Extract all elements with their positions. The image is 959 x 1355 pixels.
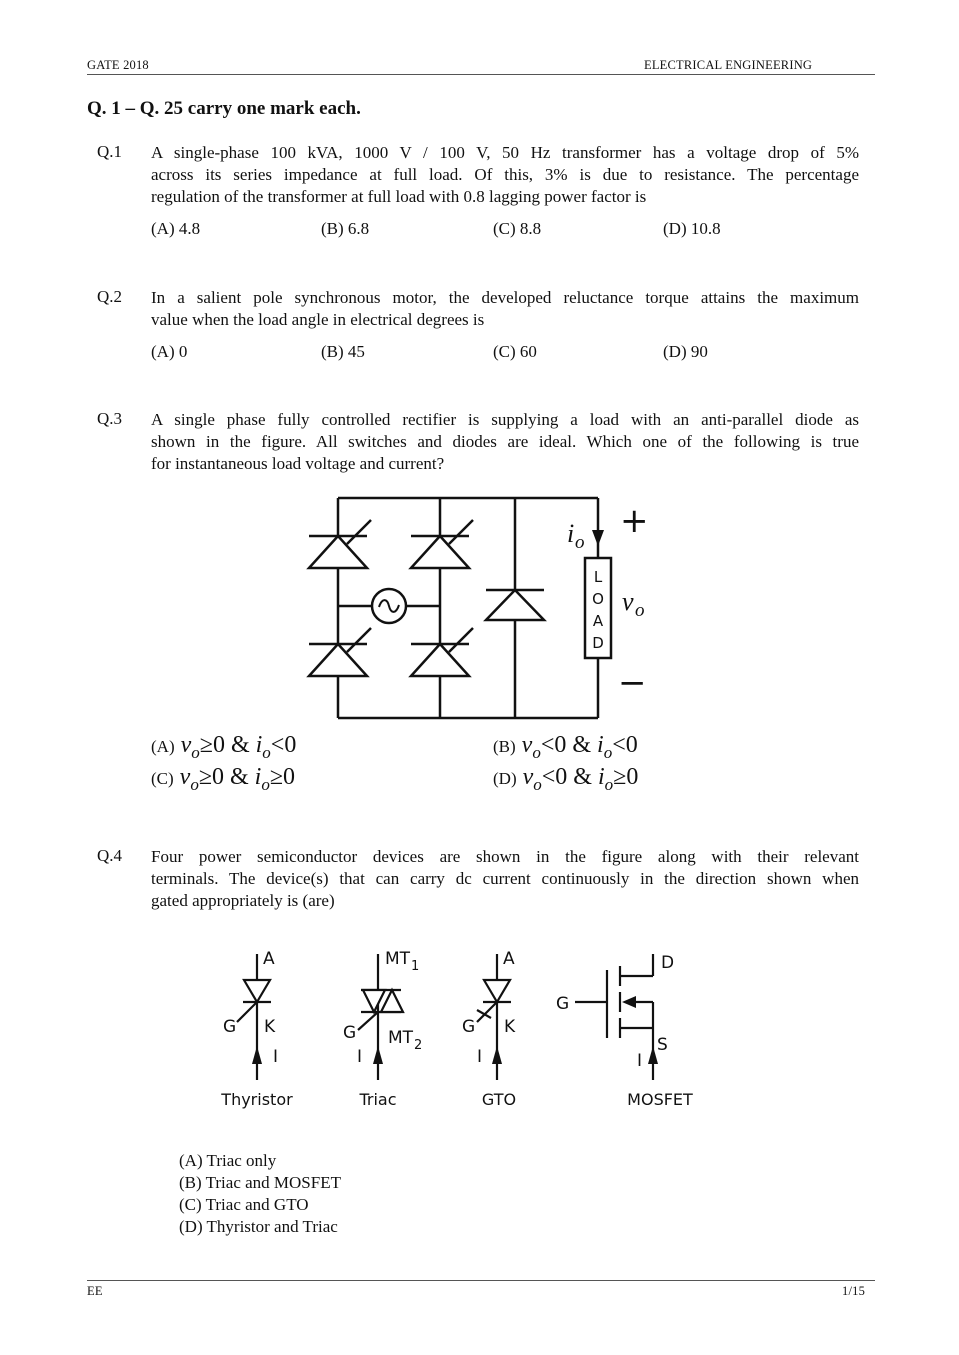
triac-mt1-subscript: 1: [411, 959, 420, 974]
plus-sign: +: [620, 501, 649, 541]
q2-option-c: (C) 60: [493, 342, 537, 361]
header-subject: ELECTRICAL ENGINEERING: [644, 58, 813, 72]
gto-symbol: [462, 949, 516, 1109]
q4-option-a: (A) Triac only: [179, 1151, 277, 1170]
q4-line-3: gated appropriately is (are): [151, 891, 335, 910]
header-rule: [87, 74, 875, 75]
footer-paper-code: EE: [87, 1284, 103, 1298]
q1-line-3: regulation of the transformer at full load with 0.8 lagging power factor is: [151, 187, 647, 206]
q3-rectifier-figure: [295, 490, 665, 730]
gto-name-label: GTO: [481, 1090, 517, 1109]
q3-option-d: [493, 764, 639, 794]
q3-option-a-rel1: ≥0 &: [199, 732, 250, 758]
q3-option-c-rel1: ≥0 &: [198, 764, 249, 790]
load-letter-d: D: [592, 634, 604, 652]
current-arrow-icon: [592, 530, 604, 546]
header-exam-name: GATE 2018: [87, 58, 149, 72]
q3-option-b-isub: o: [603, 743, 613, 762]
footer-rule: [87, 1280, 875, 1281]
q3-line-1: A single phase fully controlled rectifier is supplying a load with an anti-parallel diode as: [151, 410, 859, 429]
thyristor-anode-label: A: [263, 949, 275, 969]
thyristor-cathode-label: K: [264, 1017, 276, 1037]
thyristor-gate-label: G: [223, 1017, 237, 1037]
thyristor-name-label: Thyristor: [221, 1090, 293, 1109]
q1-number: Q.1: [97, 142, 123, 161]
load-letter-a: A: [592, 612, 604, 630]
q4-option-b: (B) Triac and MOSFET: [179, 1173, 341, 1192]
q2-line-1: In a salient pole synchronous motor, the developed reluctance torque attains the maximum: [151, 288, 859, 307]
gto-gate-label: G: [462, 1017, 476, 1037]
q3-line-3: for instantaneous load voltage and current?: [151, 454, 445, 473]
q2-line-2: value when the load angle in electrical degrees is: [151, 310, 485, 329]
q2-option-d: (D) 90: [663, 342, 708, 361]
q3-option-b-rel1: <0 &: [540, 732, 592, 758]
voltage-label: v: [622, 587, 634, 616]
q3-option-d-isub: o: [604, 775, 614, 794]
triac-name-label: Triac: [359, 1090, 397, 1109]
q2-number: Q.2: [97, 287, 123, 306]
mosfet-gate-label: G: [556, 994, 570, 1014]
q3-option-a-vsub: o: [191, 743, 200, 762]
q3-option-c-i: i: [254, 764, 262, 790]
thyristor-current-label: I: [273, 1047, 279, 1067]
q1-option-c: (C) 8.8: [493, 219, 542, 238]
q3-option-a-v: v: [180, 732, 192, 758]
q4-options: [179, 1150, 341, 1238]
q3-option-a-label: (A): [151, 737, 175, 756]
thyristor-symbol: [220, 949, 293, 1109]
voltage-label-subscript: o: [635, 600, 645, 621]
q4-number: Q.4: [97, 846, 123, 865]
q3-option-c: [151, 764, 296, 794]
thyristor-bottom-right: [411, 628, 473, 676]
current-label: i: [567, 519, 575, 548]
triac-symbol: [343, 949, 422, 1109]
minus-sign: −: [618, 663, 647, 703]
q3-number: Q.3: [97, 409, 123, 428]
q2-option-b: (B) 45: [321, 342, 365, 361]
q3-option-a-i: i: [255, 732, 263, 758]
q2-option-a: (A) 0: [151, 342, 188, 361]
q3-text: [151, 409, 859, 475]
triac-mt2-subscript: 2: [414, 1038, 423, 1053]
triac-gate-label: G: [343, 1023, 357, 1043]
thyristor-top-left: [309, 520, 371, 568]
q4-line-1: Four power semiconductor devices are shown in the figure along with their relevant: [151, 847, 859, 866]
mosfet-symbol: [556, 953, 693, 1109]
q4-devices-figure: [215, 940, 715, 1115]
q1-option-a: (A) 4.8: [151, 219, 201, 238]
mosfet-current-label: I: [637, 1051, 643, 1071]
q3-option-c-isub: o: [261, 775, 270, 794]
gto-cathode-label: K: [504, 1017, 516, 1037]
mosfet-source-label: S: [657, 1035, 668, 1055]
q2-text: [151, 287, 859, 331]
q3-line-2: shown in the figure. All switches and diodes are ideal. Which one of the following is true: [151, 432, 859, 451]
q3-option-d-i: i: [597, 764, 605, 790]
q1-option-d: (D) 10.8: [663, 219, 721, 238]
gto-anode-label: A: [503, 949, 515, 969]
load-letter-o: O: [592, 590, 604, 608]
q3-option-b-rel2: <0: [612, 732, 638, 758]
triac-mt2-label: MT: [388, 1028, 414, 1048]
q3-option-d-rel1: <0 &: [541, 764, 592, 790]
q3-option-b: [493, 732, 638, 762]
triac-mt1-label: MT: [385, 949, 411, 969]
current-label-subscript: o: [575, 532, 585, 553]
mosfet-name-label: MOSFET: [627, 1090, 693, 1109]
ac-source-icon: [372, 589, 406, 623]
q3-option-b-label: (B): [493, 737, 516, 756]
q3-option-d-rel2: ≥0: [613, 764, 639, 790]
q1-option-b: (B) 6.8: [321, 219, 370, 238]
q4-option-c: (C) Triac and GTO: [179, 1195, 309, 1214]
q4-option-d: (D) Thyristor and Triac: [179, 1217, 338, 1236]
freewheeling-diode: [486, 590, 544, 620]
section-title: Q. 1 – Q. 25 carry one mark each.: [87, 98, 361, 119]
q3-option-a-isub: o: [262, 743, 271, 762]
q3-option-b-i: i: [597, 732, 604, 758]
load-letter-l: L: [593, 568, 603, 586]
q3-option-b-vsub: o: [532, 743, 541, 762]
q3-option-d-label: (D): [493, 769, 517, 788]
mosfet-drain-label: D: [661, 953, 675, 973]
q3-option-a-rel2: <0: [270, 732, 297, 758]
thyristor-top-right: [411, 520, 473, 568]
q4-line-2: terminals. The device(s) that can carry dc current continuously in the direction shown when: [151, 869, 859, 888]
q3-option-a: [151, 732, 297, 762]
q1-line-2: across its series impedance at full load. Of this, 3% is due to resistance. The percentage: [151, 165, 859, 184]
q1-line-1: A single-phase 100 kVA, 1000 V / 100 V, 50 Hz transformer has a voltage drop of 5%: [151, 143, 859, 162]
thyristor-bottom-left: [309, 628, 371, 676]
q3-option-c-rel2: ≥0: [269, 764, 296, 790]
q1-text: [151, 142, 859, 208]
q3-option-c-vsub: o: [190, 775, 199, 794]
q3-option-c-label: (C): [151, 769, 174, 788]
footer-page-number: 1/15: [842, 1284, 866, 1298]
triac-current-label: I: [357, 1047, 363, 1067]
gto-current-label: I: [477, 1047, 483, 1067]
q3-option-d-vsub: o: [533, 775, 542, 794]
q3-option-c-v: v: [179, 764, 191, 790]
q4-text: [151, 846, 859, 912]
q3-option-b-v: v: [521, 732, 533, 758]
q3-option-d-v: v: [522, 764, 534, 790]
